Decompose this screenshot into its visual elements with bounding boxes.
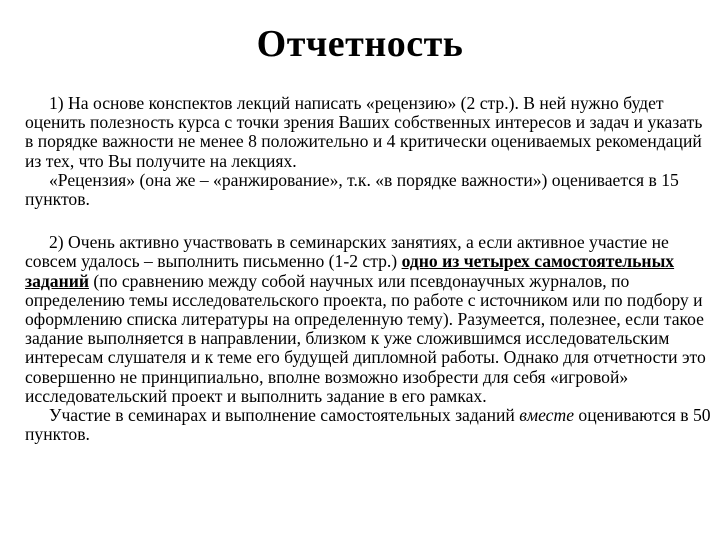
seminar-emphasis: одно из четырех самостоятельных заданий: [25, 251, 675, 291]
seminar-text-end: (по сравнению между собой научных или псевдонаучных журналов, по определению темы исследовательского проекта, по работе с источником или по подбору и оформлению списка литературы на определенную тему). Разумеется, полезнее, если такое задание выполняется в направлении, близком к уже сложившимся исследовательским интересам слушателя и к теме его будущей дипломной работы. Однако для отчетности это совершенно не принципиально, вполне возможно изобрести для себя «игровой» исследовательский проект и выполнить задание в его рамках.: [25, 270, 706, 406]
slide-body: [25, 94, 715, 444]
paragraph-seminar-score: [25, 406, 715, 444]
score-italic-word: вместе: [519, 405, 574, 426]
paragraph-seminar-task: [25, 233, 715, 406]
paragraph-review-task: 1) На основе конспектов лекций написать «рецензию» (2 стр.). В ней нужно будет оценить полезность курса с точки зрения Ваших собственных интересов и задач и указать в порядке важности не менее 8 положительно и 4 критически оцениваемых рекомендаций из тех, что Вы получите на лекциях.: [25, 93, 703, 171]
paragraph-review-score: «Рецензия» (она же – «ранжирование», т.к. «в порядке важности») оценивается в 15 пунктов.: [25, 169, 679, 210]
paragraph-spacer: [25, 209, 715, 233]
seminar-text-start: 2) Очень активно участвовать в семинарских занятиях, а если активное участие не совсем удалось – выполнить письменно (1-2 стр.): [25, 232, 669, 272]
score-text-end: оцениваются в 50 пунктов.: [25, 405, 711, 445]
slide-title: Отчетность: [256, 23, 464, 65]
score-text-start: Участие в семинарах и выполнение самостоятельных заданий: [49, 405, 520, 426]
